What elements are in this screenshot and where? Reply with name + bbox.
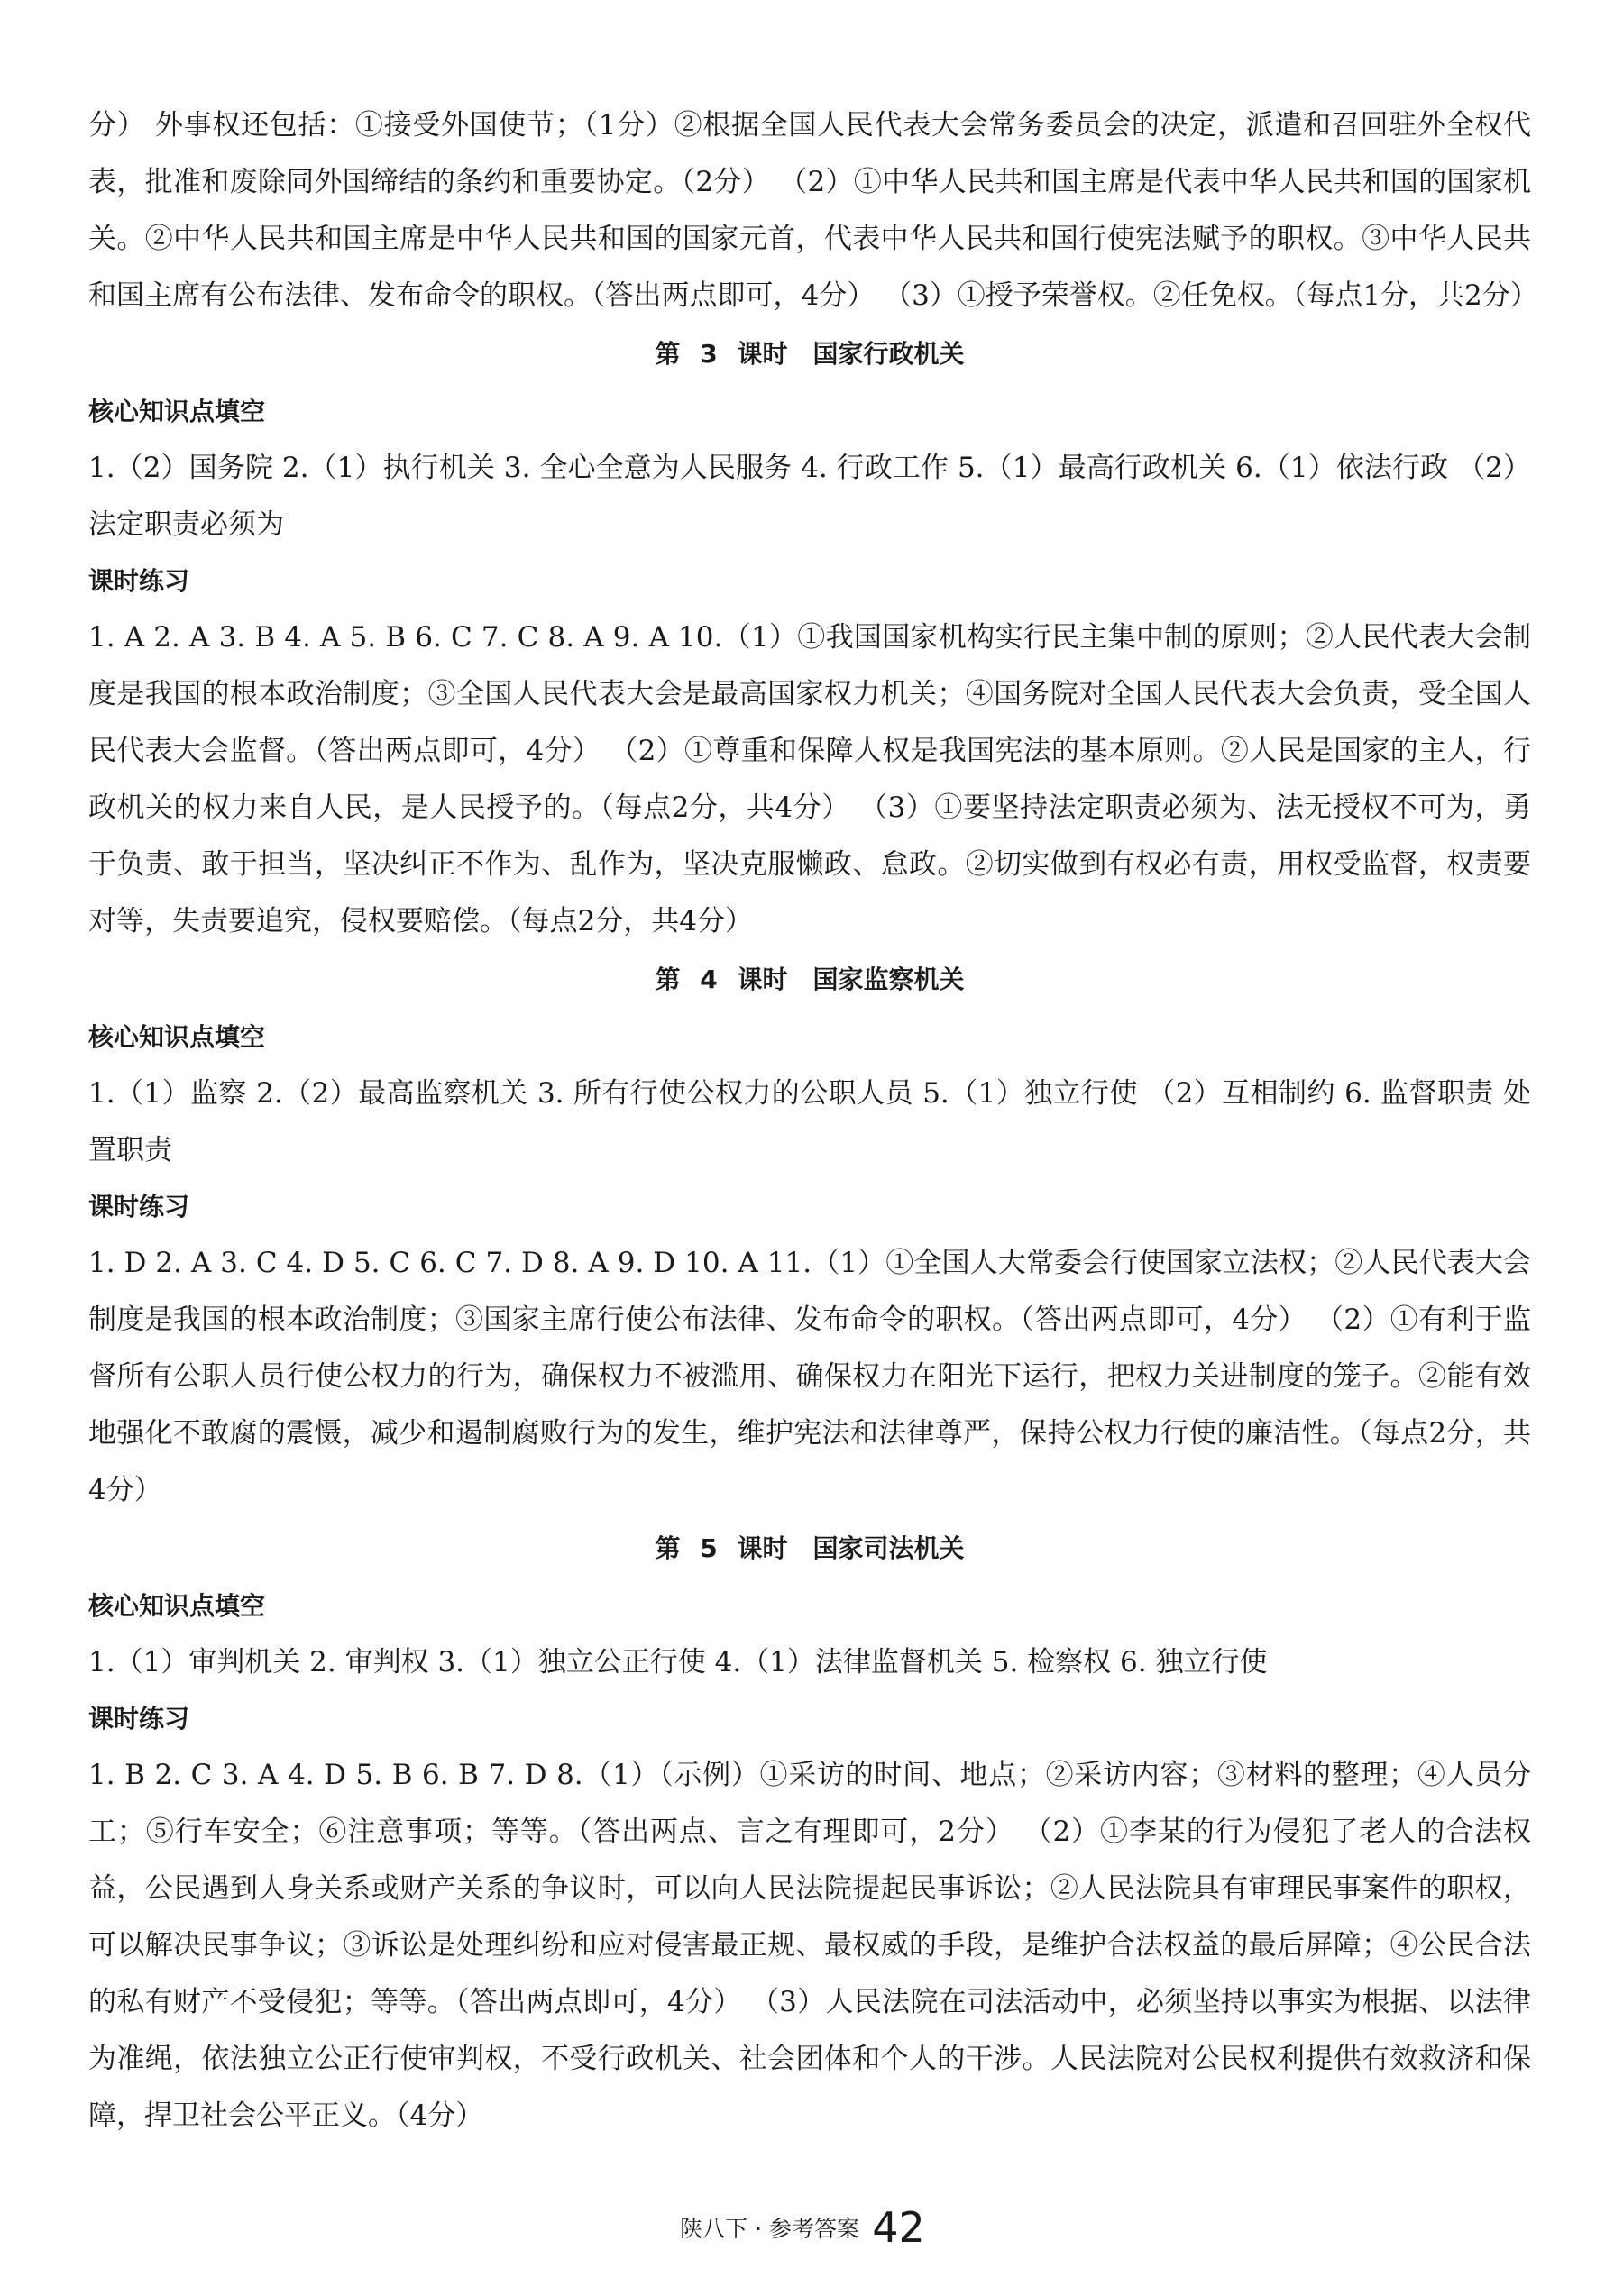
page-number: 42 bbox=[872, 2203, 925, 2252]
lesson-4 bbox=[88, 950, 1531, 1519]
practice-heading: 课时练习 bbox=[88, 1704, 190, 1733]
page-footer bbox=[0, 2203, 1605, 2252]
core-knowledge-heading: 核心知识点填空 bbox=[88, 1591, 266, 1621]
answer-page bbox=[88, 97, 1538, 2145]
lesson-title: 第 4 课时 国家监察机关 bbox=[655, 965, 965, 994]
lesson-title: 第 5 课时 国家司法机关 bbox=[655, 1533, 965, 1563]
core-knowledge-heading: 核心知识点填空 bbox=[88, 1022, 266, 1052]
footer-label: 陕八下 · 参考答案 bbox=[680, 2216, 860, 2242]
practice-heading: 课时练习 bbox=[88, 1192, 190, 1221]
lesson-title: 第 3 课时 国家行政机关 bbox=[655, 339, 965, 369]
practice-heading: 课时练习 bbox=[88, 566, 190, 596]
core-knowledge-answers: 1.（1）监察 2.（2）最高监察机关 3. 所有行使公权力的公职人员 5.（1）独立行使 （2）互相制约 6. 监督职责 处置职责 bbox=[88, 1077, 1531, 1166]
practice-answers: 1. A 2. A 3. B 4. A 5. B 6. C 7. C 8. A 9. A 10.（1）①我国国家机构实行民主集中制的原则；②人民代表大会制度是我国的根本政治制度；③全国人民代表大会是最高国家权力机关；④国务院对全国人民代表大会负责，受全国人民代表大会监督。（答出两点即可，4分） （2）①尊重和保障人权是我国宪法的基本原则。②人民是国家的主人，行政机关的权力来自人民，是人民授予的。（每点2分，共4分） （3）①要坚持法定职责必须为、法无授权不可为，勇于负责、敢于担当，坚决纠正不作为、乱作为，坚决克服懒政、怠政。②切实做到有权必有责，用权受监督，权责要对等，失责要追究，侵权要赔偿。（每点2分，共4分） bbox=[88, 621, 1531, 938]
practice-answers: 1. D 2. A 3. C 4. D 5. C 6. C 7. D 8. A 9. D 10. A 11.（1）①全国人大常委会行使国家立法权；②人民代表大会制度是我国的根本政治制度；③国家主席行使公布法律、发布命令的职权。（答出两点即可，4分） （2）①有利于监督所有公职人员行使公权力的行为，确保权力不被滥用、确保权力在阳光下运行，把权力关进制度的笼子。②能有效地强化不敢腐的震慑，减少和遏制腐败行为的发生，维护宪法和法律尊严，保持公权力行使的廉洁性。（每点2分，共4分） bbox=[88, 1247, 1531, 1506]
intro-paragraph: 分） 外事权还包括：①接受外国使节；（1分）②根据全国人民代表大会常务委员会的决定，派遣和召回驻外全权代表，批准和废除同外国缔结的条约和重要协定。（2分） （2）①中华人民共和国主席是代表中华人民共和国的国家机关。②中华人民共和国主席是中华人民共和国的国家元首，代表中华人民共和国行使宪法赋予的职权。③中华人民共和国主席有公布法律、发布命令的职权。（答出两点即可，4分） （3）①授予荣誉权。②任免权。（每点1分，共2分） bbox=[88, 109, 1538, 312]
practice-answers: 1. B 2. C 3. A 4. D 5. B 6. B 7. D 8.（1）（示例）①采访的时间、地点；②采访内容；③材料的整理；④人员分工；⑤行车安全；⑥注意事项；等等。（答出两点、言之有理即可，2分） （2）①李某的行为侵犯了老人的合法权益，公民遇到人身关系或财产关系的争议时，可以向人民法院提起民事诉讼；②人民法院具有审理民事案件的职权，可以解决民事争议；③诉讼是处理纠纷和应对侵害最正规、最权威的手段，是维护合法权益的最后屏障；④公民合法的私有财产不受侵犯；等等。（答出两点即可，4分） （3）人民法院在司法活动中，必须坚持以事实为根据、以法律为准绳，依法独立公正行使审判权，不受行政机关、社会团体和个人的干涉。人民法院对公民权利提供有效救济和保障，捍卫社会公平正义。（4分） bbox=[88, 1759, 1531, 2132]
core-knowledge-answers: 1.（1）审判机关 2. 审判权 3.（1）独立公正行使 4.（1）法律监督机关 5. 检察权 6. 独立行使 bbox=[88, 1646, 1268, 1679]
lesson-3 bbox=[88, 325, 1531, 950]
lesson-5 bbox=[88, 1519, 1531, 2145]
core-knowledge-heading: 核心知识点填空 bbox=[88, 397, 266, 426]
core-knowledge-answers: 1.（2）国务院 2.（1）执行机关 3. 全心全意为人民服务 4. 行政工作 5.（1）最高行政机关 6.（1）依法行政 （2）法定职责必须为 bbox=[88, 452, 1531, 541]
